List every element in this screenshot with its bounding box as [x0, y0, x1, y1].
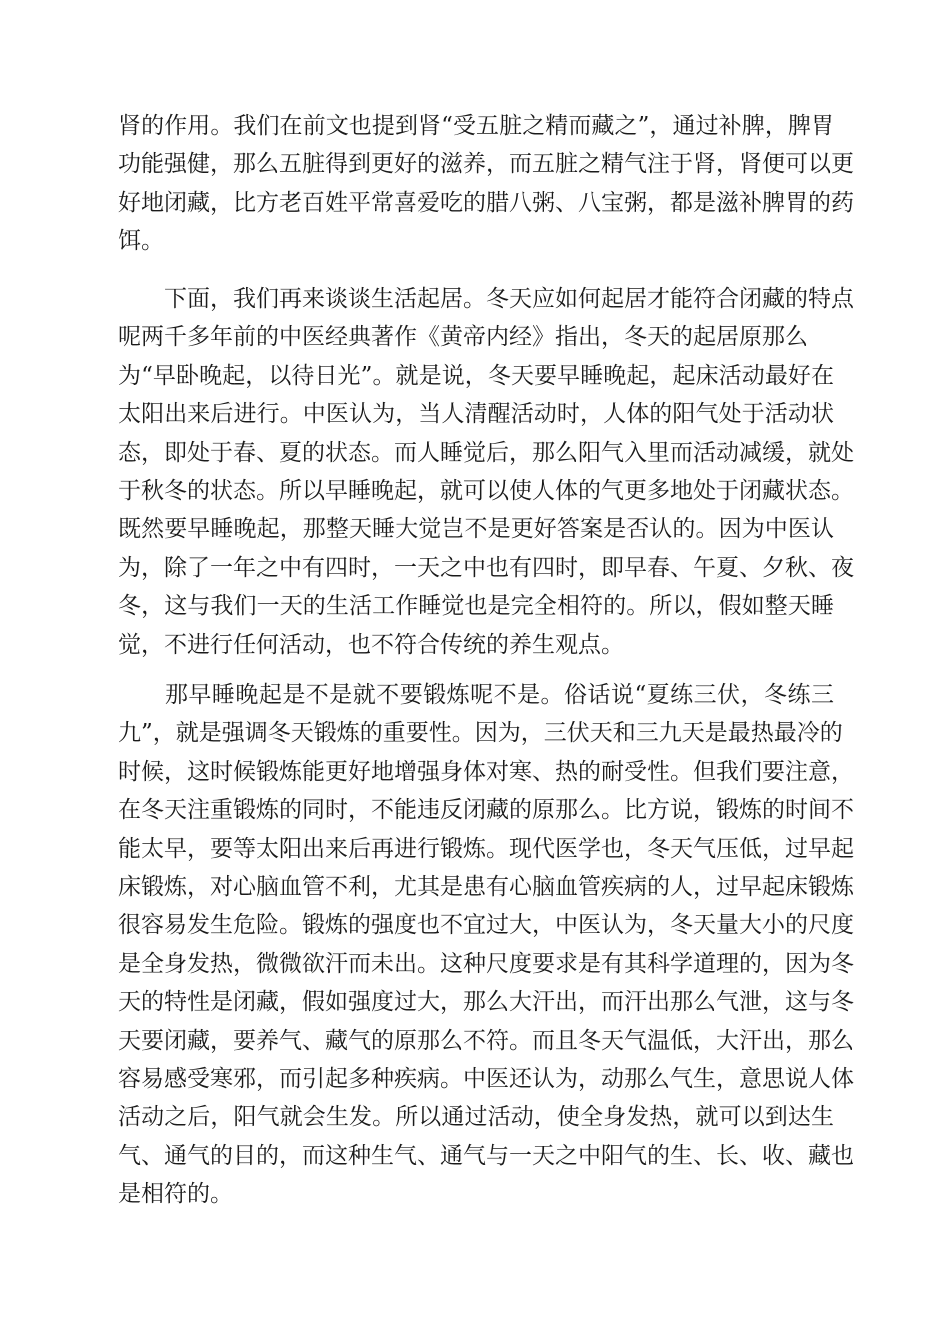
text-line: 态，即处于春、夏的状态。而人睡觉后，那么阳气入里而活动减缓，就处 [118, 439, 854, 466]
text-line: 肾的作用。我们在前文也提到肾“受五脏之精而藏之”，通过补脾，脾胃 [118, 113, 834, 139]
text-line: 天要闭藏，要养气、藏气的原那么不符。而且冬天气温低，大汗出，那么 [118, 1027, 854, 1054]
text-line: 气、通气的目的，而这种生气、通气与一天之中阳气的生、长、收、藏也 [118, 1142, 854, 1169]
text-line: 活动之后，阳气就会生发。所以通过活动，使全身发热，就可以到达生 [118, 1104, 834, 1131]
text-line: 床锻炼，对心脑血管不利，尤其是患有心脑血管疾病的人，过早起床锻炼 [118, 874, 854, 901]
text-line: 时候，这时候锻炼能更好地增强身体对寒、热的耐受性。但我们要注意， [118, 758, 854, 785]
text-line: 那早睡晚起是不是就不要锻炼呢不是。俗话说“夏练三伏，冬练三 [118, 682, 834, 708]
text-line: 是相符的。 [118, 1181, 233, 1208]
text-line: 在冬天注重锻炼的同时，不能违反闭藏的原那么。比方说，锻炼的时间不 [118, 797, 854, 824]
text-line: 冬，这与我们一天的生活工作睡觉也是完全相符的。所以，假如整天睡 [118, 593, 834, 620]
text-line: 于秋冬的状态。所以早睡晚起，就可以使人体的气更多地处于闭藏状态。 [118, 478, 854, 505]
text-line: 太阳出来后进行。中医认为，当人清醒活动时，人体的阳气处于活动状 [118, 401, 834, 428]
text-line: 能太早，要等太阳出来后再进行锻炼。现代医学也，冬天气压低，过早起 [118, 835, 854, 862]
text-line: 呢两千多年前的中医经典著作《黄帝内经》指出，冬天的起居原那么 [118, 324, 808, 351]
text-line: 天的特性是闭藏，假如强度过大，那么大汗出，而汗出那么气泄，这与冬 [118, 989, 854, 1016]
paragraph-daily-living [118, 280, 854, 664]
text-line: 觉，不进行任何活动，也不符合传统的养生观点。 [118, 631, 624, 658]
text-line: 功能强健，那么五脏得到更好的滋养，而五脏之精气注于肾，肾便可以更 [118, 151, 854, 178]
text-line: 饵。 [118, 228, 164, 255]
text-line: 好地闭藏，比方老百姓平常喜爱吃的腊八粥、八宝粥，都是滋补脾胃的药 [118, 189, 854, 216]
text-line: 九”，就是强调冬天锻炼的重要性。因为，三伏天和三九天是最热最冷的 [118, 720, 843, 747]
text-line: 下面，我们再来谈谈生活起居。冬天应如何起居才能符合闭藏的特点 [118, 286, 854, 312]
text-line: 既然要早睡晚起，那整天睡大觉岂不是更好答案是否认的。因为中医认 [118, 516, 834, 543]
text-line: 为，除了一年之中有四时，一天之中也有四时，即早春、午夏、夕秋、夜 [118, 554, 854, 581]
text-line: 容易感受寒邪，而引起多种疾病。中医还认为，动那么气生，意思说人体 [118, 1066, 854, 1093]
paragraph-winter-exercise [118, 676, 854, 1214]
text-line: 是全身发热，微微欲汗而未出。这种尺度要求是有其科学道理的，因为冬 [118, 950, 854, 977]
text-line: 为“早卧晚起，以待日光”。就是说，冬天要早睡晚起，起床活动最好在 [118, 362, 834, 389]
text-line: 很容易发生危险。锻炼的强度也不宜过大，中医认为，冬天量大小的尺度 [118, 912, 854, 939]
paragraph-kidney-function [118, 107, 854, 261]
